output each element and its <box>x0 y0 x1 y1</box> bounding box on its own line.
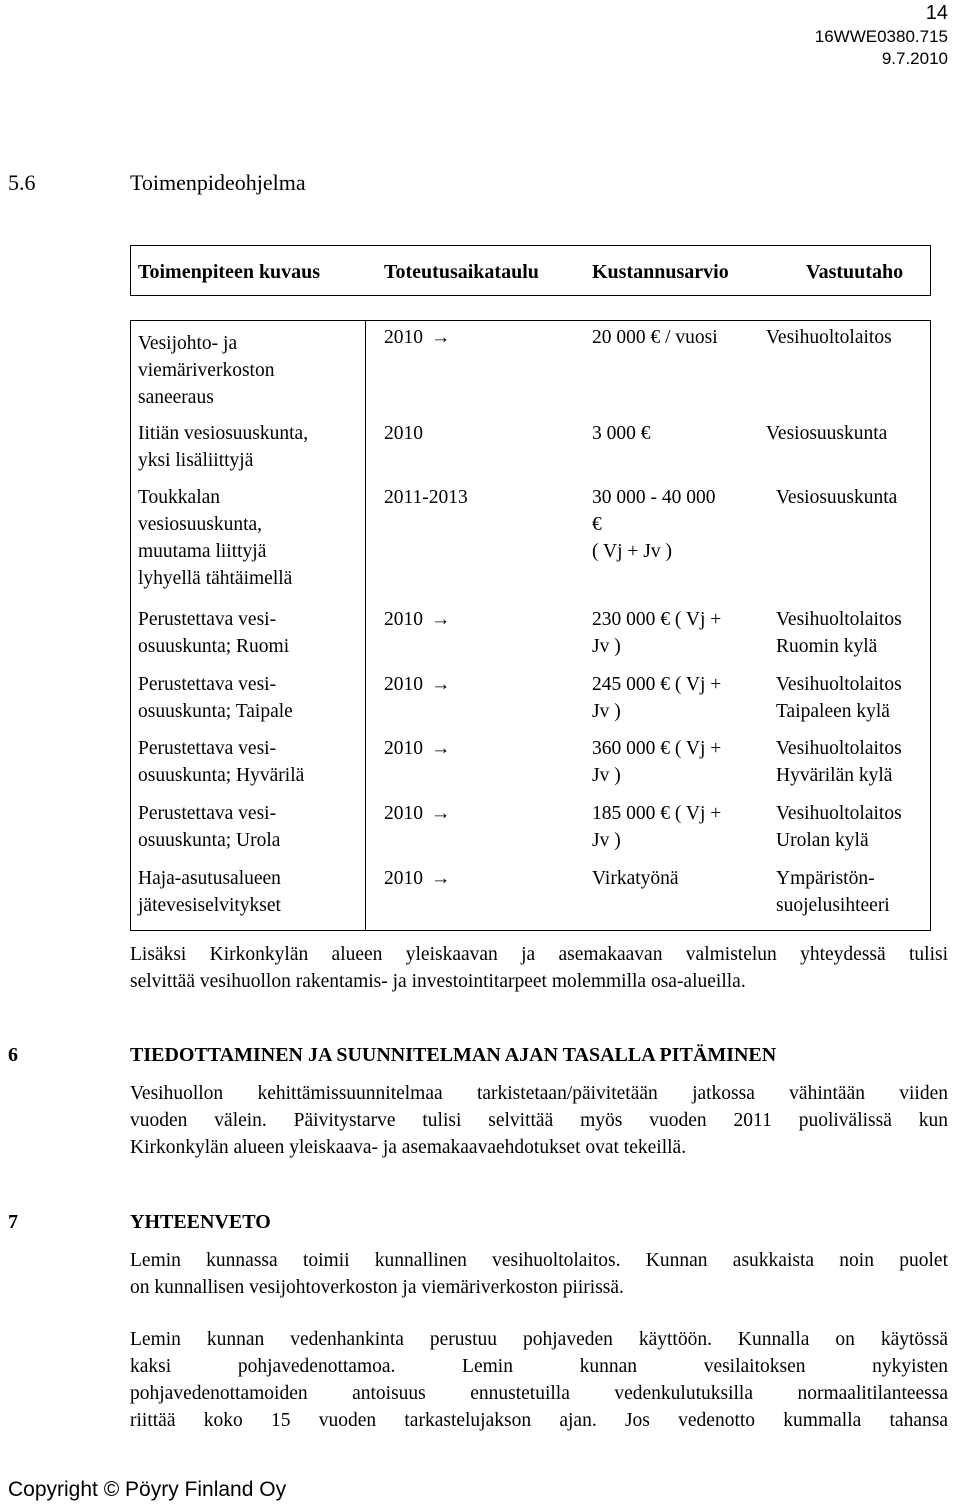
table-row-2-cost: 3 000 € <box>592 423 651 444</box>
table-row-3-schedule: 2011-2013 <box>384 487 468 508</box>
arrow-right-icon: → <box>431 327 451 348</box>
arrow-right-icon: → <box>431 868 451 889</box>
arrow-right-icon: → <box>431 609 451 630</box>
table-row-2-description: Iitiän vesiosuuskunta, yksi lisäliittyjä <box>138 423 309 471</box>
section-6-heading <box>8 1044 777 1067</box>
copyright-footer: Copyright © Pöyry Finland Oy <box>8 1478 287 1501</box>
table-row-7-cost: 185 000 € ( Vj + Jv ) <box>592 803 722 851</box>
table-row-4-cost: 230 000 € ( Vj + Jv ) <box>592 609 722 657</box>
section-number: 6 <box>8 1044 18 1066</box>
table-row-2-schedule: 2010 <box>384 423 423 444</box>
arrow-right-icon: → <box>431 803 451 824</box>
table-row-8-description: Haja-asutusalueen jätevesiselvitykset <box>138 868 281 916</box>
table-row-4-schedule: 2010 → <box>384 606 451 633</box>
section-5-6-heading <box>8 170 306 196</box>
column-header-cost: Kustannusarvio <box>592 261 729 283</box>
table-row-7-responsible: Vesihuoltolaitos Urolan kylä <box>776 803 902 851</box>
table-row-8-schedule: 2010 → <box>384 865 451 892</box>
section-number: 5.6 <box>8 170 36 195</box>
table-row-3-description: Toukkalan vesiosuuskunta, muutama liittyjä lyhyellä tähtäimellä <box>138 487 293 589</box>
table-row-6-description: Perustettava vesi- osuuskunta; Hyvärilä <box>138 738 305 786</box>
table-row-4-responsible: Vesihuoltolaitos Ruomin kylä <box>776 609 902 657</box>
column-header-schedule: Toteutusaikataulu <box>384 261 539 283</box>
document-id: 16WWE0380.715 <box>814 27 948 46</box>
column-header-responsible: Vastuutaho <box>806 261 904 283</box>
section-7-paragraph-1: Lemin kunnassa toimii kunnallinen vesihuoltolaitos. Kunnan asukkaista noin puolet on kunnallisen vesijohtoverkoston ja viemäriverkoston piirissä. <box>130 1250 948 1298</box>
section-6-paragraph: Vesihuollon kehittämissuunnitelmaa tarkistetaan/päivitetään jatkossa vähintään viiden vuoden välein. Päivitystarve tulisi selvittää myös vuoden 2011 puolivälissä kun Kirkonkylän alueen yleiskaava- ja asemakaavaehdotukset ovat tekeillä. <box>130 1083 948 1158</box>
table-row-2-responsible: Vesiosuuskunta <box>766 423 888 444</box>
table-row-8-cost: Virkatyönä <box>592 868 679 889</box>
table-row-8-responsible: Ympäristön- suojelusihteeri <box>776 868 890 916</box>
document-date: 9.7.2010 <box>881 49 948 68</box>
page-number: 14 <box>925 2 948 24</box>
table-row-1-cost: 20 000 € / vuosi <box>592 327 718 348</box>
section-7-paragraph-2: Lemin kunnan vedenhankinta perustuu pohjaveden käyttöön. Kunnalla on käytössä kaksi pohjavedenottamoa. Lemin kunnan vesilaitoksen nykyisten pohjavedenottamoiden antoisuus ennustetuilla vedenkulutuksilla normaalitilanteessa riittää koko 15 vuoden tarkastelujakson ajan. Jos vedenotto kummalla tahansa <box>130 1329 948 1431</box>
table-row-6-responsible: Vesihuoltolaitos Hyvärilän kylä <box>776 738 902 786</box>
table-row-5-cost: 245 000 € ( Vj + Jv ) <box>592 674 722 722</box>
section-7-heading <box>8 1211 271 1234</box>
table-row-5-responsible: Vesihuoltolaitos Taipaleen kylä <box>776 674 902 722</box>
table-row-5-description: Perustettava vesi- osuuskunta; Taipale <box>138 674 293 722</box>
arrow-right-icon: → <box>431 738 451 759</box>
section-title: Toimenpideohjelma <box>130 170 306 195</box>
table-row-1-description: Vesijohto- ja viemäriverkoston saneeraus <box>138 333 275 408</box>
table-row-1-schedule: 2010 → <box>384 324 451 351</box>
table-note-paragraph: Lisäksi Kirkonkylän alueen yleiskaavan ja asemakaavan valmistelun yhteydessä tulisi selvittää vesihuollon rakentamis- ja investointitarpeet molemmilla osa-alueilla. <box>130 944 948 992</box>
table-row-7-description: Perustettava vesi- osuuskunta; Urola <box>138 803 281 851</box>
table-row-4-description: Perustettava vesi- osuuskunta; Ruomi <box>138 609 290 657</box>
table-row-3-responsible: Vesiosuuskunta <box>776 487 898 508</box>
arrow-right-icon: → <box>431 674 451 695</box>
column-header-description: Toimenpiteen kuvaus <box>138 261 321 283</box>
table-row-6-schedule: 2010 → <box>384 735 451 762</box>
section-title: YHTEENVETO <box>130 1211 271 1233</box>
table-row-3-cost: 30 000 - 40 000 € ( Vj + Jv ) <box>592 487 716 562</box>
page-header <box>815 0 948 70</box>
table-row-6-cost: 360 000 € ( Vj + Jv ) <box>592 738 722 786</box>
table-row-1-responsible: Vesihuoltolaitos <box>766 327 892 348</box>
table-row-7-schedule: 2010 → <box>384 800 451 827</box>
table-row-5-schedule: 2010 → <box>384 671 451 698</box>
section-number: 7 <box>8 1211 18 1233</box>
section-title: TIEDOTTAMINEN JA SUUNNITELMAN AJAN TASALLA PITÄMINEN <box>130 1044 777 1066</box>
